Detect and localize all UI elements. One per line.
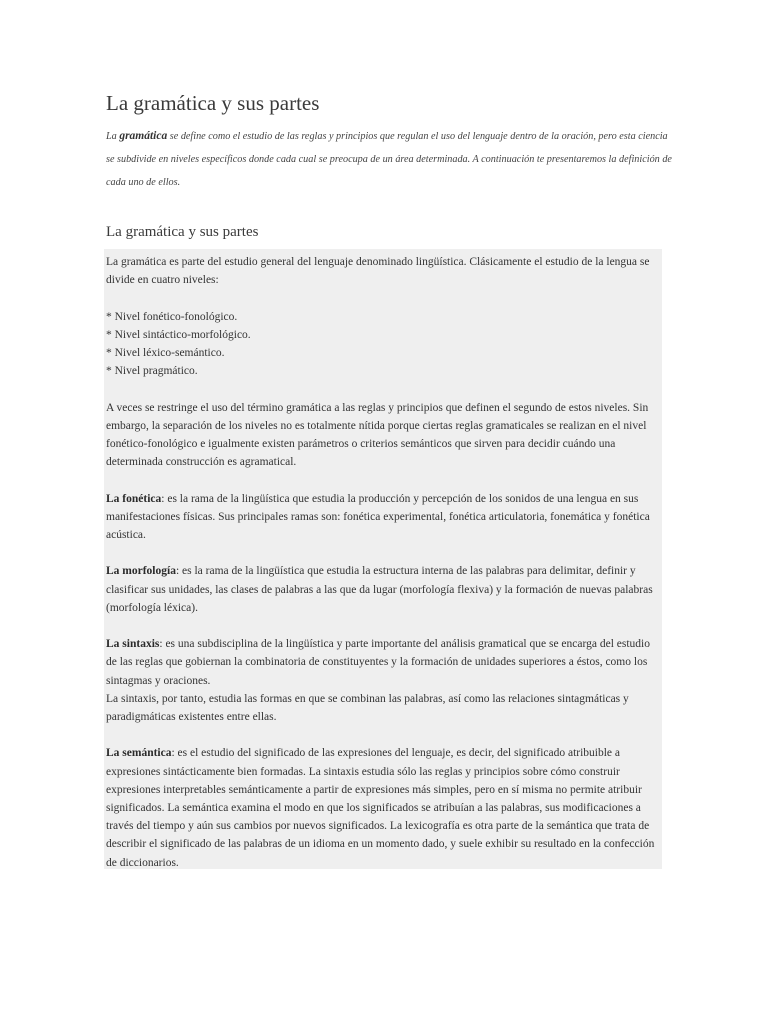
section-title: La gramática y sus partes [106,224,259,240]
semantica-text: : es el estudio del significado de las expresiones del lenguaje, es decir, del significado atribuible a expresiones sintácticamente bien formadas. La sintaxis estudia sólo las reglas y principios sobre cómo construir expresiones interpretables semánticamente a partir de expresiones más simples, pero en sí misma no permite atribuir significados. La semántica examina el modo en que los significados se atribuían a las palabras, sus modificaciones a través del tiempo y aún sus cambios por nuevos significados. La lexicografía es otra parte de la semántica que trata de describir el significado de las palabras de un idioma en un momento dado, y suele exhibir su resultado en la confección de diccionarios. [106,747,655,869]
fonetica-term: La fonética [106,492,162,505]
sintaxis-paragraph [106,635,660,690]
level-item: * Nivel léxico-semántico. [106,347,225,359]
paragraph-spacer [106,471,660,489]
level-item: * Nivel sintáctico-morfológico. [106,328,251,341]
intro-paragraph [106,125,676,194]
paragraph-spacer [106,544,660,562]
fonetica-paragraph [106,490,660,545]
page-title: La gramática y sus partes [106,91,320,115]
paragraph-spacer [106,617,660,635]
paragraph-spacer [106,289,660,307]
morfologia-term: La morfología [106,565,176,578]
morfologia-text: : es la rama de la lingüística que estudia la estructura interna de las palabras para delimitar, definir y clasificar sus unidades, las clases de palabras a las que da lugar (morfología flexiva) y la formación de nuevas palabras (morfología léxica). [106,565,653,614]
restriction-paragraph: A veces se restringe el uso del término gramática a las reglas y principios que definen el segundo de estos niveles. Sin embargo, la separación de los niveles no es totalmente nítida porque ciertas reglas gramaticales se realizan en el nivel fonético-fonológico e igualmente existen parámetros o criterios semánticos que sirven para decidir cuándo una determinada construcción es agramatical. [106,401,649,469]
level-item: * Nivel fonético-fonológico. [106,310,238,323]
intro-lead: La [106,131,117,142]
paragraph-spacer [106,726,660,744]
level-item: * Nivel pragmático. [106,365,198,378]
sintaxis-extra-paragraph: La sintaxis, por tanto, estudia las formas en que se combinan las palabras, así como las relaciones sintagmáticas y paradigmáticas existentes entre ellas. [106,692,629,723]
paragraph-spacer [106,380,660,398]
sintaxis-text: : es una subdisciplina de la lingüística y parte importante del análisis gramatical que se encarga del estudio de las reglas que gobiernan la combinatoria de constituyentes y la formación de unidades superiores a éstos, como los sintagmas y oraciones. [106,638,650,687]
sintaxis-term: La sintaxis [106,638,160,651]
fonetica-text: : es la rama de la lingüística que estudia la producción y percepción de los sonidos de una lengua en sus manifestaciones físicas. Sus principales ramas son: fonética experimental, fonética articulatoria, fonemática y fonética acústica. [106,492,650,541]
intro-term: gramática [119,130,168,142]
morfologia-paragraph [106,562,660,617]
content-box [104,249,662,869]
semantica-term: La semántica [106,747,172,760]
intro-text: se define como el estudio de las reglas y principios que regulan el uso del lenguaje dentro de la oración, pero esta ciencia se subdivide en niveles específicos donde cada cual se preocupa de un área determinada. A continuación te presentaremos la definición de cada uno de ellos. [106,131,672,188]
semantica-paragraph [106,744,660,871]
opening-paragraph: La gramática es parte del estudio general del lenguaje denominado lingüística. Clásicamente el estudio de la lengua se divide en cuatro niveles: [106,256,650,287]
